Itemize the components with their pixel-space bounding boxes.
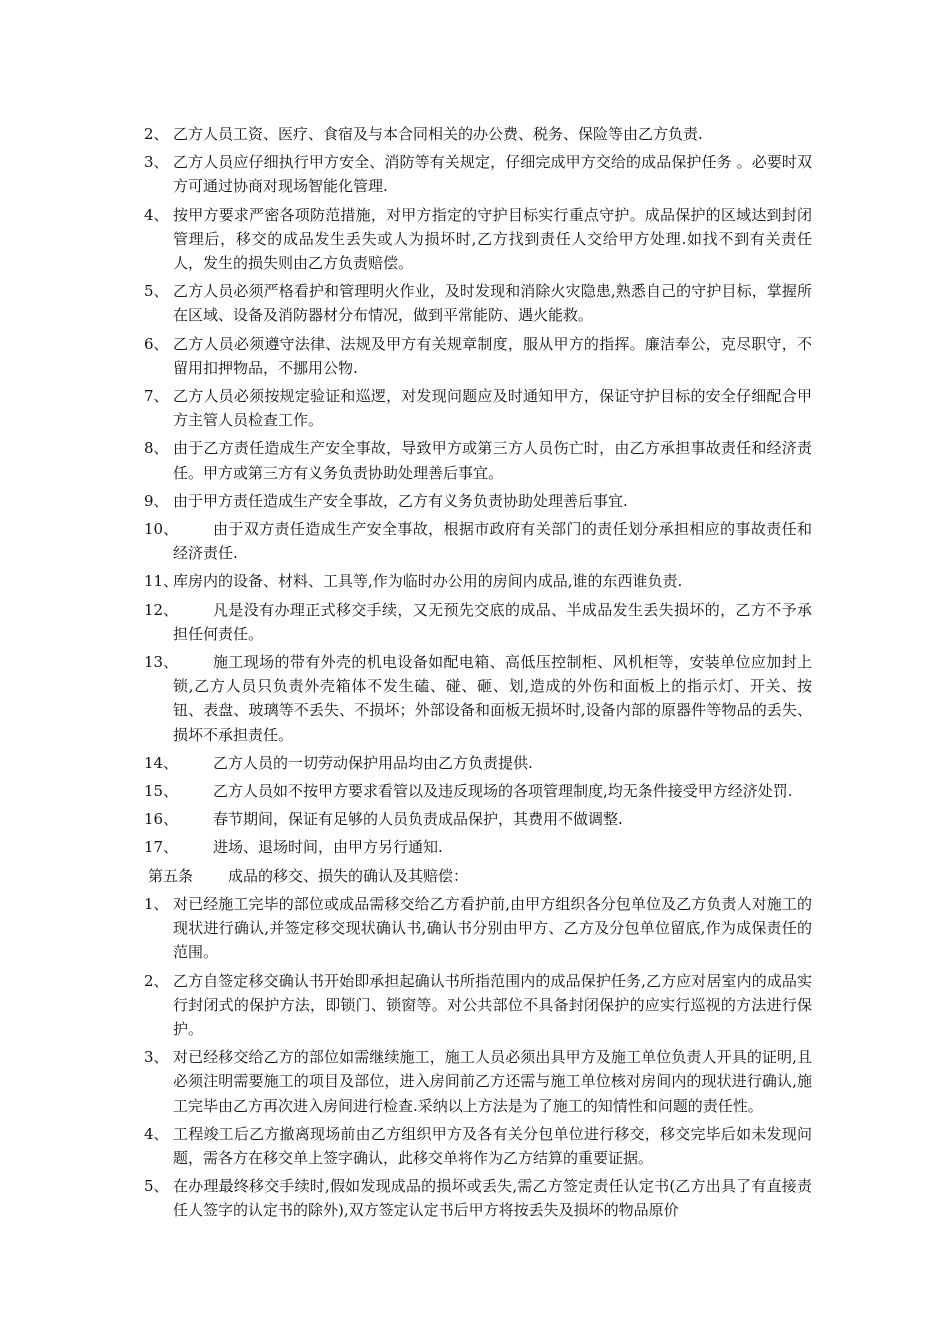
clause-text: 由于甲方责任造成生产安全事故，乙方有义务负责协助处理善后事宜.: [173, 491, 628, 510]
clause-number: 6、: [144, 334, 169, 353]
clause-item: [140, 517, 812, 565]
clause-text: 乙方人员必须严格看护和管理明火作业，及时发现和消除火灾隐患,熟悉自己的守护目标，掌握所在区域、设备及消防器材分布情况，做到平常能防、遇火能救。: [173, 282, 812, 325]
clause-item: [140, 598, 812, 646]
clause-item: [140, 569, 812, 593]
clause-text: 对已经移交给乙方的部位如需继续施工，施工人员必须出具甲方及施工单位负责人开具的证明,且必须注明需要施工的项目及部位，进入房间前乙方还需与施工单位核对房间内的现状进行确认,施工完毕由乙方再次进入房间进行检查.采纳以上方法是为了施工的知情性和问题的责任性。: [173, 1048, 812, 1115]
clause-number: 3、: [144, 1048, 169, 1067]
clause-item: [140, 384, 812, 432]
clause-number: 17、: [144, 838, 179, 857]
clause-text: 按甲方要求严密各项防范措施，对甲方指定的守护目标实行重点守护。成品保护的区域达到封闭管理后，移交的成品发生丢失或人为损坏时,乙方找到责任人交给甲方处理.如找不到有关责任人，发生的损失则由乙方负责赔偿。: [173, 205, 812, 273]
clause-item: [140, 436, 812, 484]
clause-text: 库房内的设备、材料、工具等,作为临时办公用的房间内成品,谁的东西谁负责.: [173, 572, 683, 591]
document-body: [140, 122, 812, 1227]
clause-number: 4、: [144, 205, 169, 224]
clause-text: 施工现场的带有外壳的机电设备如配电箱、高低压控制柜、风机柜等，安装单位应加封上锁,乙方人员只负责外壳箱体不发生磕、碰、砸、划,造成的外伤和面板上的指示灯、开关、按钮、表盘、玻璃等不丢失、不损坏；外部设备和面板无损坏时,设备内部的原器件等物品的丢失、损坏不承担责任。: [173, 653, 812, 744]
clause-text: 凡是没有办理正式移交手续，又无预先交底的成品、半成品发生丢失损坏的，乙方不予承担任何责任。: [173, 600, 812, 643]
clause-number: 10、: [144, 520, 179, 539]
clause-list-part-2: [140, 517, 812, 860]
clause-number: 11、: [144, 572, 179, 591]
clause-item: [140, 489, 812, 513]
clause-item: [140, 892, 812, 965]
clause-item: [140, 807, 812, 831]
clause-number: 5、: [144, 1177, 169, 1196]
clause-item: [140, 969, 812, 1042]
clause-number: 14、: [144, 753, 179, 772]
clause-list-part-1: [140, 122, 812, 513]
article-title: 成品的移交、损失的确认及其赔偿：: [228, 866, 469, 885]
clause-number: 12、: [144, 600, 179, 619]
clause-text: 乙方人员应仔细执行甲方安全、消防等有关规定，仔细完成甲方交给的成品保护任务 。必要时双方可通过协商对现场智能化管理.: [173, 153, 812, 196]
clause-number: 16、: [144, 810, 179, 829]
clause-item: [140, 122, 812, 146]
clause-number: 8、: [144, 439, 169, 458]
clause-number: 13、: [144, 653, 179, 672]
clause-item: [140, 751, 812, 775]
clause-number: 1、: [144, 894, 169, 913]
clause-text: 由于乙方责任造成生产安全事故，导致甲方或第三方人员伤亡时，由乙方承担事故责任和经济责任。甲方或第三方有义务负责协助处理善后事宜。: [173, 439, 812, 482]
clause-item: [140, 1045, 812, 1118]
clause-number: 9、: [144, 491, 169, 510]
clause-number: 4、: [144, 1124, 169, 1143]
clause-item: [140, 650, 812, 747]
clause-item: [140, 779, 812, 803]
clause-text: 乙方人员工资、医疗、食宿及与本合同相关的办公费、税务、保险等由乙方负责.: [173, 125, 703, 143]
clause-item: [140, 332, 812, 380]
clause-number: 3、: [144, 153, 169, 172]
clause-item: [140, 1122, 812, 1170]
clause-item: [140, 203, 812, 276]
clause-item: [140, 279, 812, 327]
clause-list-part-3: [140, 892, 812, 1223]
article-heading: [140, 864, 812, 888]
clause-item: [140, 1174, 812, 1222]
clause-text: 乙方人员必须遵守法律、法规及甲方有关规章制度，服从甲方的指挥。廉洁奉公，克尽职守，不留用扣押物品，不挪用公物.: [173, 334, 812, 377]
article-number: 第五条: [148, 866, 194, 885]
clause-text: 乙方自签定移交确认书开始即承担起确认书所指范围内的成品保护任务,乙方应对居室内的成品实行封闭式的保护方法，即锁门、锁窗等。对公共部位不具备封闭保护的应实行巡视的方法进行保护。: [173, 971, 812, 1038]
clause-number: 2、: [144, 125, 169, 143]
clause-number: 15、: [144, 782, 179, 801]
clause-item: [140, 150, 812, 198]
clause-text: 乙方人员如不按甲方要求看管以及违反现场的各项管理制度,均无条件接受甲方经济处罚.: [213, 782, 793, 801]
clause-text: 春节期间，保证有足够的人员负责成品保护，其费用不做调整.: [213, 810, 623, 829]
clause-number: 5、: [144, 282, 169, 301]
clause-text: 进场、退场时间，由甲方另行通知.: [213, 838, 443, 857]
clause-item: [140, 835, 812, 859]
clause-text: 对已经施工完毕的部位或成品需移交给乙方看护前,由甲方组织各分包单位及乙方负责人对施工的现状进行确认,并签定移交现状确认书,确认书分别由甲方、乙方及分包单位留底,作为成保责任的范围。: [173, 894, 812, 962]
clause-text: 工程竣工后乙方撤离现场前由乙方组织甲方及各有关分包单位进行移交，移交完毕后如未发现问题，需各方在移交单上签字确认，此移交单将作为乙方结算的重要证据。: [173, 1124, 812, 1167]
clause-number: 7、: [144, 387, 169, 406]
clause-number: 2、: [144, 971, 169, 990]
clause-text: 由于双方责任造成生产安全事故，根据市政府有关部门的责任划分承担相应的事故责任和经济责任.: [173, 520, 812, 563]
clause-text: 乙方人员必须按规定验证和巡逻，对发现问题应及时通知甲方，保证守护目标的安全仔细配合甲方主管人员检查工作。: [173, 387, 812, 430]
clause-text: 在办理最终移交手续时,假如发现成品的损坏或丢失,需乙方签定责任认定书(乙方出具了有直接责任人签字的认定书的除外),双方签定认定书后甲方将按丢失及损坏的物品原价: [173, 1177, 812, 1220]
clause-text: 乙方人员的一切劳动保护用品均由乙方负责提供.: [213, 753, 533, 772]
